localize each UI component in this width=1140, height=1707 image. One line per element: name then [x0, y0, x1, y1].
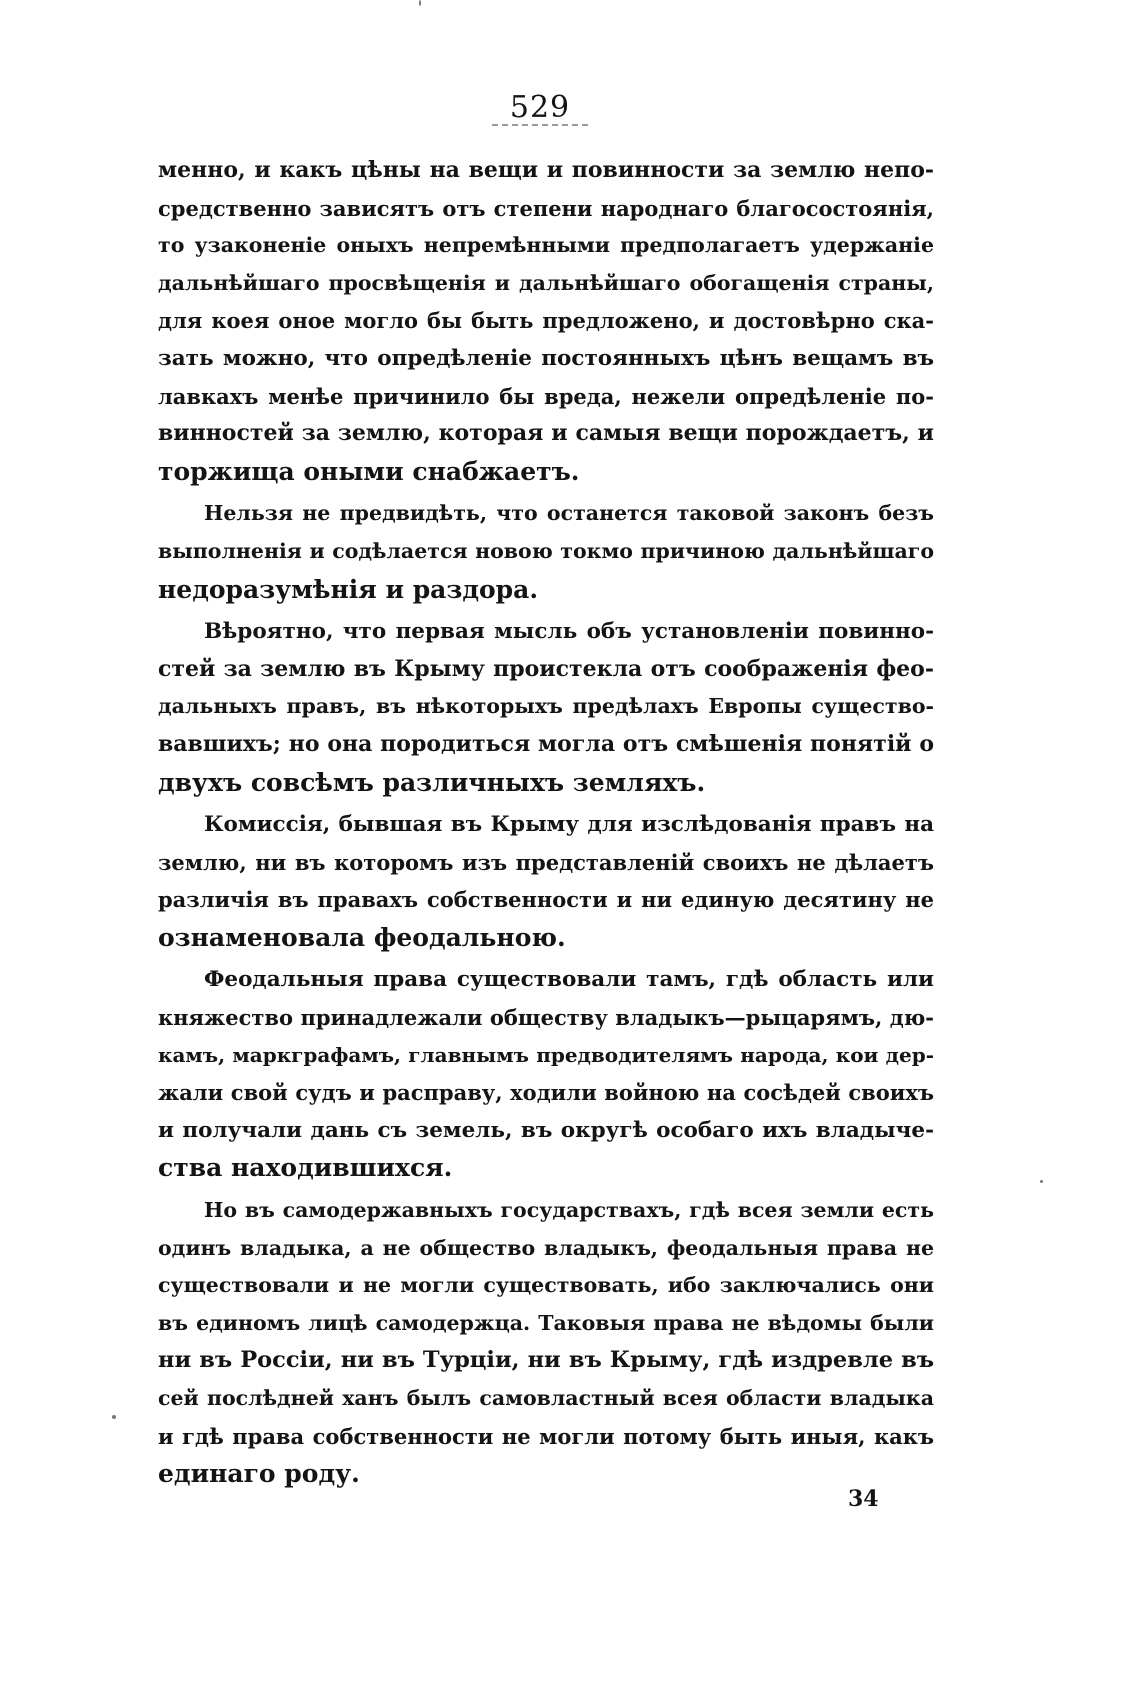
scan-speck	[419, 0, 421, 6]
text-line: ни въ Россіи, ни въ Турціи, ни въ Крыму, гдѣ издревле въ	[158, 1347, 934, 1374]
paragraph	[158, 1192, 934, 1493]
text-line: стей за землю въ Крыму проистекла отъ соображенія фео-	[158, 655, 934, 682]
text-line: лавкахъ менѣе причинило бы вреда, нежели опредѣленіе по-	[158, 383, 934, 409]
page-number: 529	[509, 90, 571, 125]
text-line: дальныхъ правъ, въ нѣкоторыхъ предѣлахъ Европы существо-	[158, 694, 934, 719]
paragraph	[158, 152, 934, 490]
text-line: камъ, маркграфамъ, главнымъ предводителямъ народа, кои дер-	[158, 1042, 934, 1067]
text-line: княжество принадлежали обществу владыкъ—рыцарямъ, дю-	[158, 1005, 934, 1031]
scan-speck	[112, 1415, 116, 1419]
header-rule	[492, 124, 588, 126]
text-line: недоразумѣнія и раздора.	[158, 574, 539, 604]
text-line: выполненія и содѣлается новою токмо причиною дальнѣйшаго	[158, 538, 934, 563]
text-line: и получали дань съ земель, въ округѣ особаго ихъ владыче-	[158, 1117, 934, 1143]
paragraph	[158, 613, 934, 801]
text-line: единаго роду.	[158, 1459, 360, 1489]
text-line: различія въ правахъ собственности и ни единую десятину не	[158, 887, 934, 913]
text-line: вавшихъ; но она породиться могла отъ смѣшенія понятій о	[158, 730, 934, 757]
text-line: Нельзя не предвидѣть, что останется таковой законъ безъ	[204, 501, 934, 526]
text-line: одинъ владыка, а не общество владыкъ, феодальныя права не	[158, 1235, 934, 1260]
text-line: ознаменовала феодальною.	[158, 922, 566, 952]
text-line: ства находившихся.	[158, 1153, 453, 1183]
text-line: существовали и не могли существовать, ибо заключались они	[158, 1273, 934, 1298]
text-line: торжища оными снабжаетъ.	[158, 456, 580, 486]
text-line: винностей за землю, которая и самыя вещи порождаетъ, и	[158, 420, 934, 447]
body-text	[158, 152, 934, 1493]
text-line: менно, и какъ цѣны на вещи и повинности за землю непо-	[158, 157, 934, 183]
text-line: землю, ни въ которомъ изъ представленій своихъ не дѣлаетъ	[158, 849, 934, 875]
text-line: жали свой судъ и расправу, ходили войною на сосѣдей своихъ	[158, 1080, 934, 1106]
text-line: Феодальныя права существовали тамъ, гдѣ область или	[204, 967, 934, 993]
scan-speck	[1040, 1180, 1043, 1183]
paragraph	[158, 495, 934, 608]
text-line: дальнѣйшаго просвѣщенія и дальнѣйшаго обогащенія страны,	[158, 270, 934, 295]
paragraph	[158, 806, 934, 956]
text-line: то узаконеніе оныхъ непремѣнными предполагаетъ удержаніе	[158, 233, 934, 258]
text-line: Но въ самодержавныхъ государствахъ, гдѣ всея земли есть	[204, 1198, 934, 1223]
text-line: и гдѣ права собственности не могли потому быть иныя, какъ	[158, 1423, 934, 1449]
text-line: зать можно, что опредѣленіе постоянныхъ цѣнъ вещамъ въ	[158, 345, 934, 371]
text-line: Комиссія, бывшая въ Крыму для изслѣдованія правъ на	[204, 812, 934, 838]
text-line: для коея оное могло бы быть предложено, и достовѣрно ска-	[158, 308, 934, 334]
text-line: въ единомъ лицѣ самодержца. Таковыя права не вѣдомы были	[158, 1310, 934, 1335]
paragraph	[158, 961, 934, 1187]
text-line: Вѣроятно, что первая мысль объ установленіи повинно-	[204, 619, 934, 645]
text-line: средственно зависятъ отъ степени народнаго благосостоянія,	[158, 195, 934, 221]
signature-mark: 34	[848, 1486, 879, 1512]
text-line: сей послѣдней ханъ былъ самовластный всея области владыка	[158, 1386, 934, 1410]
text-line: двухъ совсѣмъ различныхъ земляхъ.	[158, 767, 706, 797]
